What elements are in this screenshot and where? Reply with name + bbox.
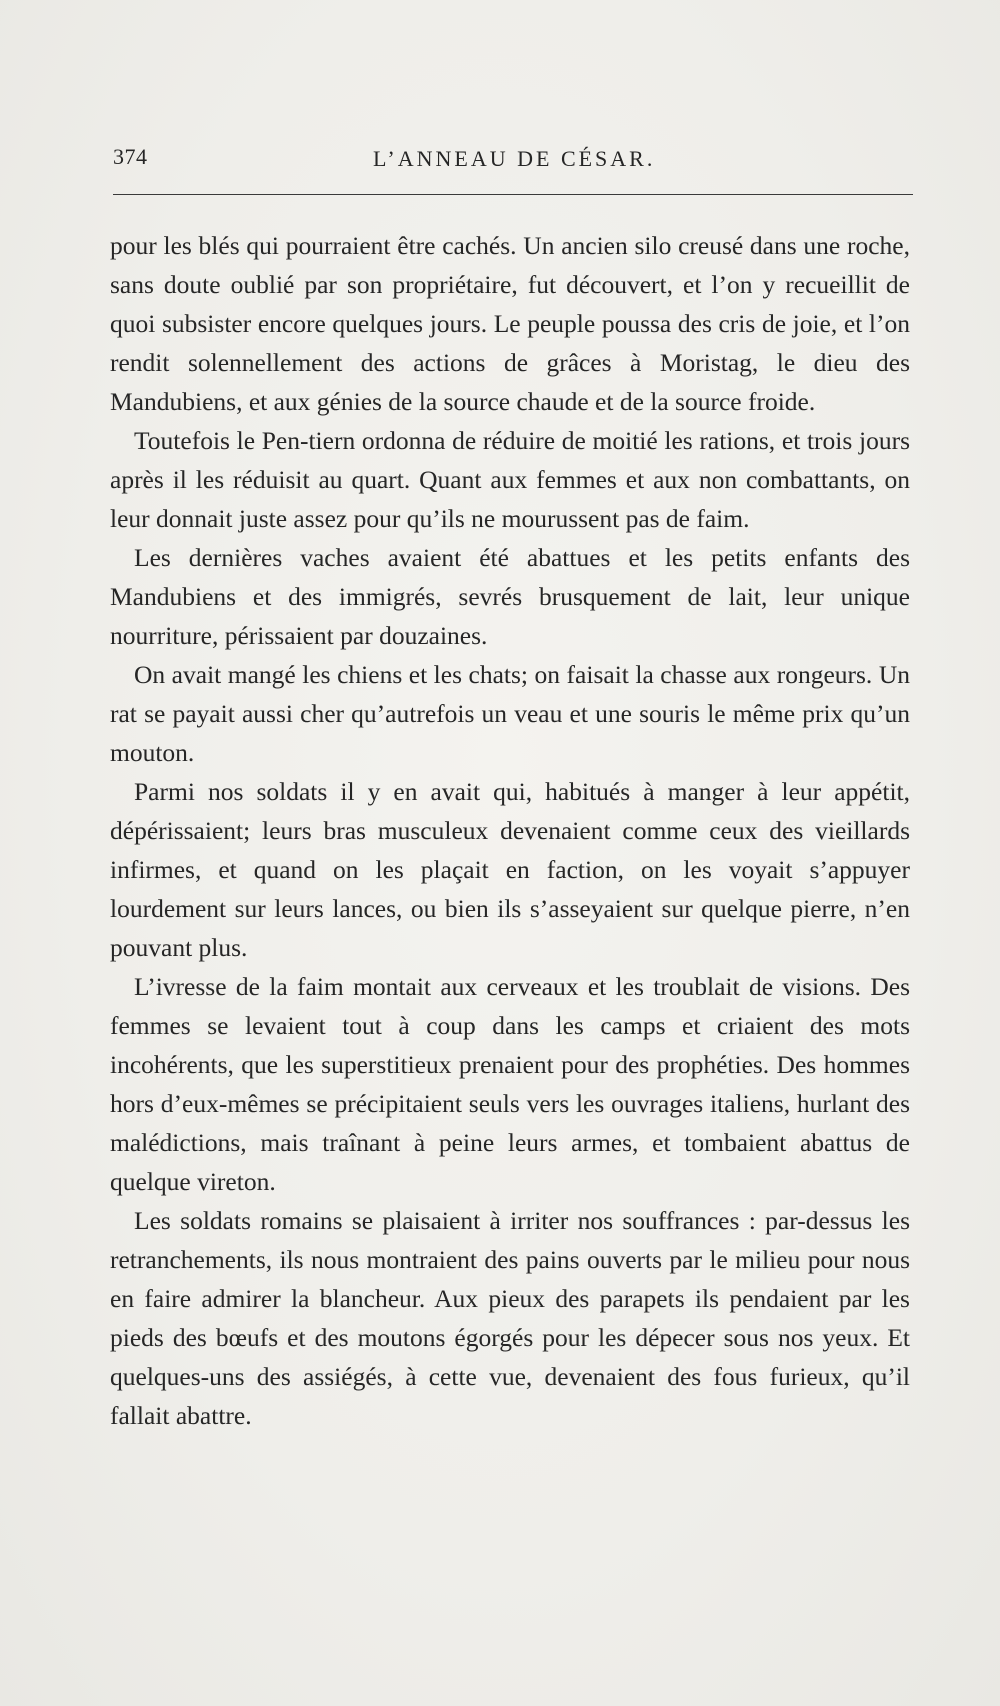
paragraph: On avait mangé les chiens et les chats; on faisait la chasse aux rongeurs. Un rat se payait aussi cher qu’autrefois un veau et une souris le même prix qu’un mouton.: [110, 660, 910, 767]
paragraph: L’ivresse de la faim montait aux cerveaux et les troublait de visions. Des femmes se levaient tout à coup dans les camps et criaient des mots incohérents, que les superstitieux prenaient pour des prophéties. Des hommes hors d’eux-mêmes se précipitaient seuls vers les ouvrages italiens, hurlant des malédictions, mais traînant à peine leurs armes, et tombaient abattus de quelque vireton.: [110, 972, 910, 1196]
paragraph: Les soldats romains se plaisaient à irriter nos souffrances : par-dessus les retranchements, ils nous montraient des pains ouverts par le milieu pour nous en faire admirer la blancheur. Aux pieux des parapets ils pendaient par les pieds des bœufs et des moutons égorgés pour les dépecer sous nos yeux. Et quelques-uns des assiégés, à cette vue, devenaient des fous furieux, qu’il fallait abattre.: [110, 1206, 910, 1430]
paragraph: Les dernières vaches avaient été abattues et les petits enfants des Mandubiens et des immigrés, sevrés brusquement de lait, leur unique nourriture, périssaient par douzaines.: [110, 543, 910, 650]
header-rule: [113, 194, 913, 195]
running-title: L’ANNEAU DE CÉSAR.: [373, 146, 656, 171]
body-text: [110, 226, 910, 1435]
paragraph: pour les blés qui pourraient être cachés. Un ancien silo creusé dans une roche, sans doute oublié par son propriétaire, fut découvert, et l’on y recueillit de quoi subsister encore quelques jours. Le peuple poussa des cris de joie, et l’on rendit solennellement des actions de grâces à Moristag, le dieu des Mandubiens, et aux génies de la source chaude et de la source froide.: [110, 231, 910, 416]
paragraph: Parmi nos soldats il y en avait qui, habitués à manger à leur appétit, dépérissaient; leurs bras musculeux devenaient comme ceux des vieillards infirmes, et quand on les plaçait en faction, on les voyait s’appuyer lourdement sur leurs lances, ou bien ils s’asseyaient sur quelque pierre, n’en pouvant plus.: [110, 777, 910, 962]
page-number: 374: [113, 144, 148, 169]
paragraph: Toutefois le Pen-tiern ordonna de réduire de moitié les rations, et trois jours après il les réduisit au quart. Quant aux femmes et aux non combattants, on leur donnait juste assez pour qu’ils ne mourussent pas de faim.: [110, 426, 910, 533]
page-header: [113, 140, 913, 180]
